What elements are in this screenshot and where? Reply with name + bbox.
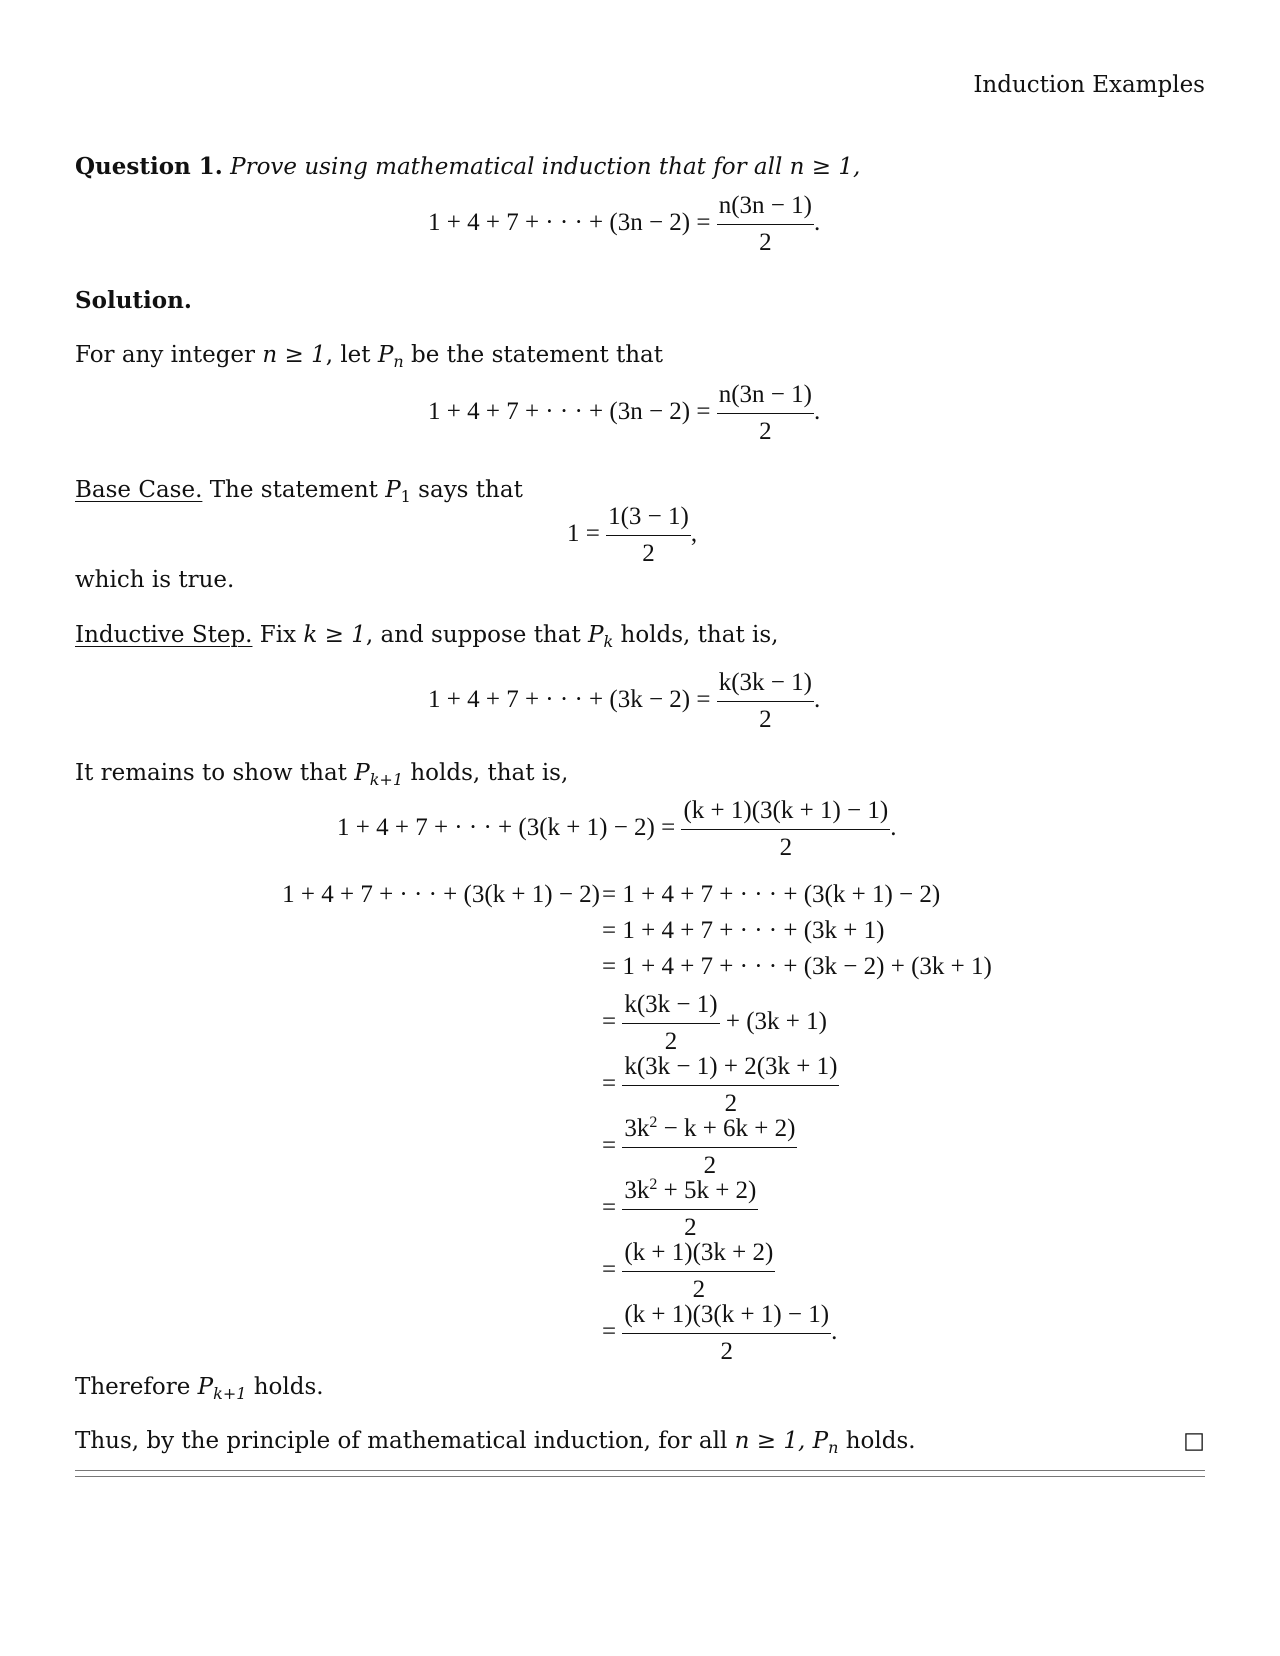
- fraction: $\frac{k(3k - 1)}{2}$: [624, 991, 718, 1055]
- fraction: $\frac{k(3k - 1) + 2(3k + 1)}{2}$: [624, 1053, 838, 1117]
- equation-lhs: 1 + 4 + 7 + · · · + (3n − 2) =: [428, 209, 711, 237]
- derivation-line: = $\frac{3k^2 + 5k + 2)}{2}$: [602, 1176, 757, 1241]
- base-case-label: Base Case.: [75, 477, 203, 503]
- inductive-step-text: Inductive Step. Fix k ≥ 1, and suppose that $P_k$ holds, that is,: [75, 622, 779, 651]
- question-equation: 1 + 4 + 7 + · · · + (3n − 2) = $\frac{n(3n - 1)}{2}$ .: [428, 192, 821, 256]
- fraction: $\frac{n(3n - 1)}{2}$: [718, 192, 812, 256]
- fraction: $\frac{3k^2 - k + 6k + 2)}{2}$: [624, 1114, 796, 1179]
- fraction: $\frac{n(3n - 1)}{2}$: [718, 381, 812, 445]
- derivation-line: = $\frac{(k + 1)(3k + 2)}{2}$: [602, 1239, 774, 1303]
- derivation-line: = $\frac{(k + 1)(3(k + 1) - 1)}{2}$ .: [602, 1301, 838, 1365]
- remains-text: It remains to show that $P_{k+1}$ holds, that is,: [75, 760, 569, 789]
- question-statement: [75, 152, 860, 182]
- fraction: $\frac{(k + 1)(3k + 2)}{2}$: [624, 1239, 774, 1303]
- derivation-line: = $\frac{3k^2 - k + 6k + 2)}{2}$: [602, 1114, 796, 1179]
- goal-equation: 1 + 4 + 7 + · · · + (3(k + 1) − 2) = $\frac{(k + 1)(3(k + 1) - 1)}{2}$ .: [337, 797, 897, 861]
- fraction: $\frac{k(3k - 1)}{2}$: [718, 669, 812, 733]
- derivation-line: = $\frac{k(3k - 1)}{2}$ + (3k + 1): [602, 991, 827, 1055]
- question-label: Question 1.: [75, 153, 223, 180]
- derivation-line: = 1 + 4 + 7 + · · · + (3k + 1): [602, 917, 885, 944]
- derivation-lhs: 1 + 4 + 7 + · · · + (3(k + 1) − 2): [282, 881, 600, 908]
- solution-heading: Solution.: [75, 287, 192, 314]
- statement-equation: 1 + 4 + 7 + · · · + (3n − 2) = $\frac{n(3n - 1)}{2}$ .: [428, 381, 821, 445]
- running-header: Induction Examples: [973, 72, 1205, 98]
- qed-icon: □: [1183, 1428, 1205, 1454]
- base-case-equation: 1 = $\frac{1(3 - 1)}{2}$ ,: [567, 503, 698, 567]
- hypothesis-equation: 1 + 4 + 7 + · · · + (3k − 2) = $\frac{k(3k - 1)}{2}$ .: [428, 669, 821, 733]
- base-case-conclusion: which is true.: [75, 567, 235, 593]
- therefore-text: Therefore $P_{k+1}$ holds.: [75, 1374, 324, 1403]
- derivation-line: = 1 + 4 + 7 + · · · + (3(k + 1) − 2): [602, 881, 941, 908]
- divider-rule: [75, 1476, 1205, 1477]
- derivation-line: = $\frac{k(3k - 1) + 2(3k + 1)}{2}$: [602, 1053, 838, 1117]
- fraction: $\frac{1(3 - 1)}{2}$: [608, 503, 689, 567]
- fraction: $\frac{(k + 1)(3(k + 1) - 1)}{2}$: [683, 797, 889, 861]
- question-prompt: Prove using mathematical induction that for all: [230, 154, 783, 180]
- question-condition: n ≥ 1,: [789, 154, 861, 180]
- divider-rule: [75, 1470, 1205, 1471]
- inductive-step-label: Inductive Step.: [75, 622, 253, 648]
- final-conclusion: Thus, by the principle of mathematical induction, for all n ≥ 1, $P_n$ holds.: [75, 1428, 916, 1457]
- fraction: $\frac{3k^2 + 5k + 2)}{2}$: [624, 1176, 757, 1241]
- solution-intro: For any integer n ≥ 1, let $P_n$ be the statement that: [75, 342, 664, 371]
- base-case-text: Base Case. The statement $P_1$ says that: [75, 477, 523, 506]
- fraction: $\frac{(k + 1)(3(k + 1) - 1)}{2}$: [624, 1301, 830, 1365]
- derivation-line: = 1 + 4 + 7 + · · · + (3k − 2) + (3k + 1): [602, 953, 992, 980]
